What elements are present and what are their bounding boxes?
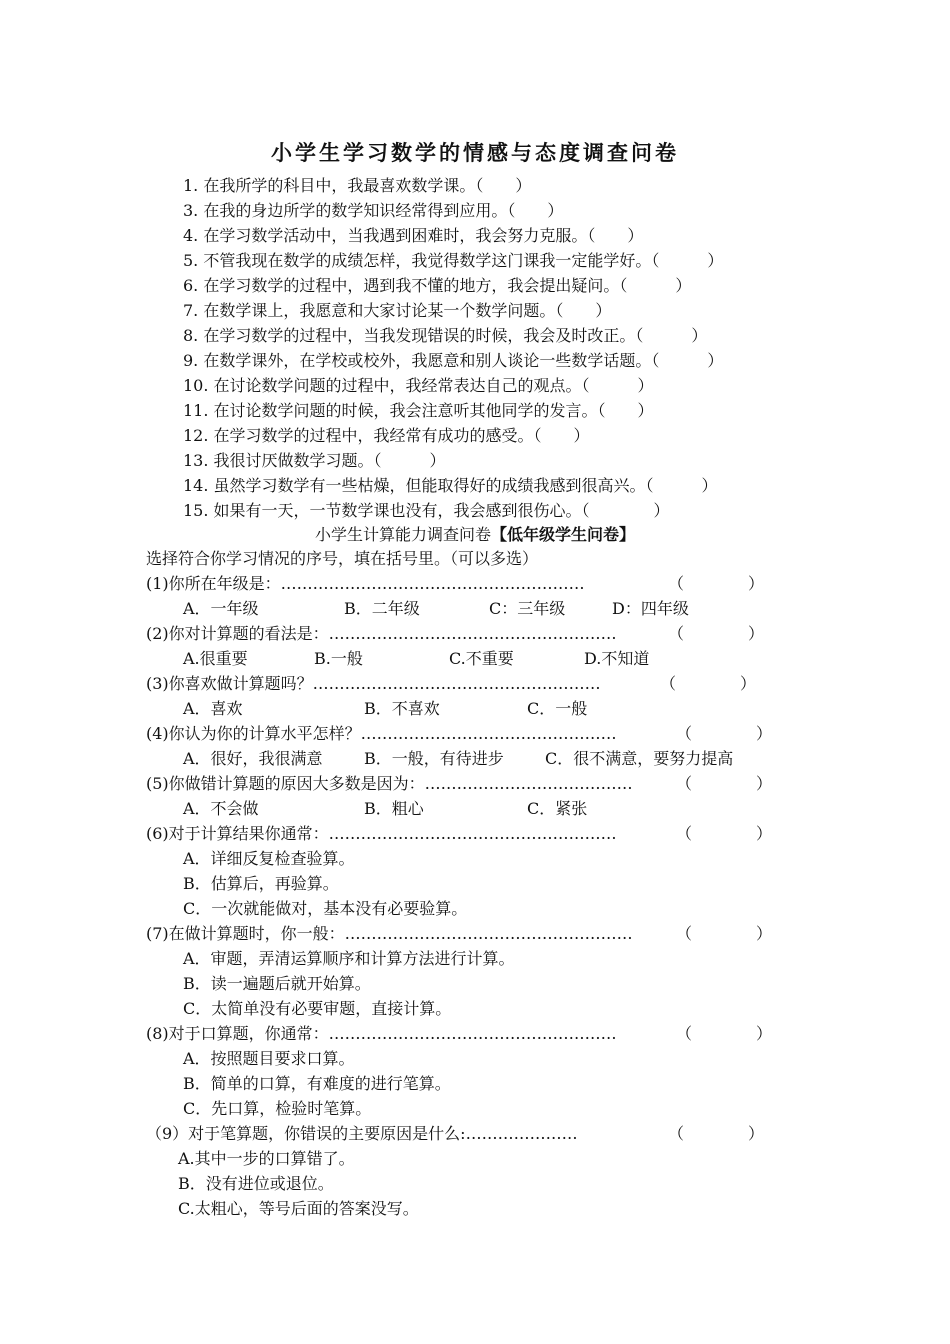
answer-paren[interactable]: （ ） [676, 774, 773, 793]
question-1 [146, 573, 585, 595]
question-8 [146, 1023, 617, 1045]
leader-dots: ………………… [465, 1124, 578, 1143]
option: A．详细反复检查验算。 [183, 849, 355, 868]
answer-paren[interactable]: （ ） [668, 1124, 765, 1143]
leader-dots: ………………………………………… [360, 724, 617, 743]
option: C．一次就能做对，基本没有必要验算。 [183, 899, 468, 918]
leader-dots: ……………………………………………… [344, 924, 633, 943]
survey1-item: 13. 我很讨厌做数学习题。（ ） [183, 451, 446, 470]
survey1-item: 6. 在学习数学的过程中，遇到我不懂的地方，我会提出疑问。（ ） [183, 276, 692, 295]
option: B．不喜欢 [364, 699, 440, 718]
option: B．读一遍题后就开始算。 [183, 974, 371, 993]
option: C．太简单没有必要审题，直接计算。 [183, 999, 452, 1018]
answer-paren[interactable]: （ ） [676, 1024, 773, 1043]
option: A．喜欢 [183, 699, 243, 718]
answer-paren[interactable]: （ ） [668, 624, 765, 643]
answer-paren[interactable]: （ ） [676, 724, 773, 743]
question-3 [146, 673, 601, 695]
leader-dots: ………………………………… [424, 774, 633, 793]
survey2-title [0, 522, 950, 545]
survey1-item: 10. 在讨论数学问题的过程中，我经常表达自己的观点。（ ） [183, 376, 654, 395]
leader-dots: ………………………………………………… [280, 574, 585, 593]
leader-dots: ……………………………………………… [328, 824, 617, 843]
option: D.不知道 [584, 649, 650, 668]
question-text: (3)你喜欢做计算题吗？ [146, 674, 313, 693]
answer-paren[interactable]: （ ） [668, 574, 765, 593]
option: B．估算后，再验算。 [183, 874, 339, 893]
option: C：三年级 [489, 599, 566, 618]
leader-dots: ……………………………………………… [312, 674, 601, 693]
question-6 [146, 823, 617, 845]
option: A.很重要 [183, 649, 248, 668]
survey2-instruction: 选择符合你学习情况的序号，填在括号里。（可以多选） [146, 549, 539, 568]
survey1-item: 9. 在数学课外，在学校或校外，我愿意和别人谈论一些数学话题。（ ） [183, 351, 724, 370]
question-4 [146, 723, 617, 745]
option: B．一般，有待进步 [364, 749, 504, 768]
option: B.一般 [314, 649, 363, 668]
answer-paren[interactable]: （ ） [676, 824, 773, 843]
question-9 [146, 1123, 578, 1145]
option: B．简单的口算，有难度的进行笔算。 [183, 1074, 451, 1093]
option: C.太粗心，等号后面的答案没写。 [178, 1199, 419, 1218]
question-text: (8)对于口算题，你通常： [146, 1024, 329, 1043]
question-text: (7)在做计算题时，你一般： [146, 924, 345, 943]
survey1-item: 7. 在数学课上，我愿意和大家讨论某一个数学问题。（ ） [183, 301, 612, 320]
leader-dots: ……………………………………………… [328, 1024, 617, 1043]
option: A．审题，弄清运算顺序和计算方法进行计算。 [183, 949, 515, 968]
option: A．按照题目要求口算。 [183, 1049, 355, 1068]
option: A．很好，我很满意 [183, 749, 323, 768]
option: A．一年级 [183, 599, 259, 618]
question-text: (6)对于计算结果你通常： [146, 824, 329, 843]
question-2 [146, 623, 617, 645]
question-7 [146, 923, 633, 945]
survey1-item: 5. 不管我现在数学的成绩怎样，我觉得数学这门课我一定能学好。（ ） [183, 251, 724, 270]
question-text: (4)你认为你的计算水平怎样？ [146, 724, 361, 743]
question-text: (1)你所在年级是： [146, 574, 281, 593]
leader-dots: ……………………………………………… [328, 624, 617, 643]
option: B．没有进位或退位。 [178, 1174, 334, 1193]
option: B．粗心 [364, 799, 424, 818]
option: A．不会做 [183, 799, 259, 818]
survey1-item: 3. 在我的身边所学的数学知识经常得到应用。（ ） [183, 201, 564, 220]
survey1-item: 12. 在学习数学的过程中，我经常有成功的感受。（ ） [183, 426, 590, 445]
survey1-item: 15. 如果有一天，一节数学课也没有，我会感到很伤心。（ ） [183, 501, 670, 520]
survey2-title-bold: 【低年级学生问卷】 [491, 525, 636, 544]
survey1-item: 4. 在学习数学活动中，当我遇到困难时，我会努力克服。（ ） [183, 226, 644, 245]
question-text: (2)你对计算题的看法是： [146, 624, 329, 643]
answer-paren[interactable]: （ ） [660, 674, 757, 693]
question-text: （9）对于笔算题，你错误的主要原因是什么: [146, 1124, 466, 1143]
option: C．紧张 [527, 799, 588, 818]
question-text: (5)你做错计算题的原因大多数是因为： [146, 774, 425, 793]
survey1-item: 11. 在讨论数学问题的时候，我会注意听其他同学的发言。（ ） [183, 401, 654, 420]
option: D：四年级 [612, 599, 689, 618]
survey1-item: 8. 在学习数学的过程中，当我发现错误的时候，我会及时改正。（ ） [183, 326, 708, 345]
option: C．很不满意，要努力提高 [545, 749, 734, 768]
survey1-item: 1. 在我所学的科目中，我最喜欢数学课。（ ） [183, 176, 532, 195]
question-5 [146, 773, 633, 795]
option: B．二年级 [344, 599, 420, 618]
answer-paren[interactable]: （ ） [676, 924, 773, 943]
survey1-title: 小学生学习数学的情感与态度调查问卷 [271, 140, 679, 165]
option: C．先口算，检验时笔算。 [183, 1099, 372, 1118]
option: A.其中一步的口算错了。 [178, 1149, 355, 1168]
option: C．一般 [527, 699, 588, 718]
survey2-title-plain: 小学生计算能力调查问卷 [314, 525, 491, 544]
survey1-item: 14. 虽然学习数学有一些枯燥，但能取得好的成绩我感到很高兴。（ ） [183, 476, 718, 495]
option: C.不重要 [449, 649, 514, 668]
